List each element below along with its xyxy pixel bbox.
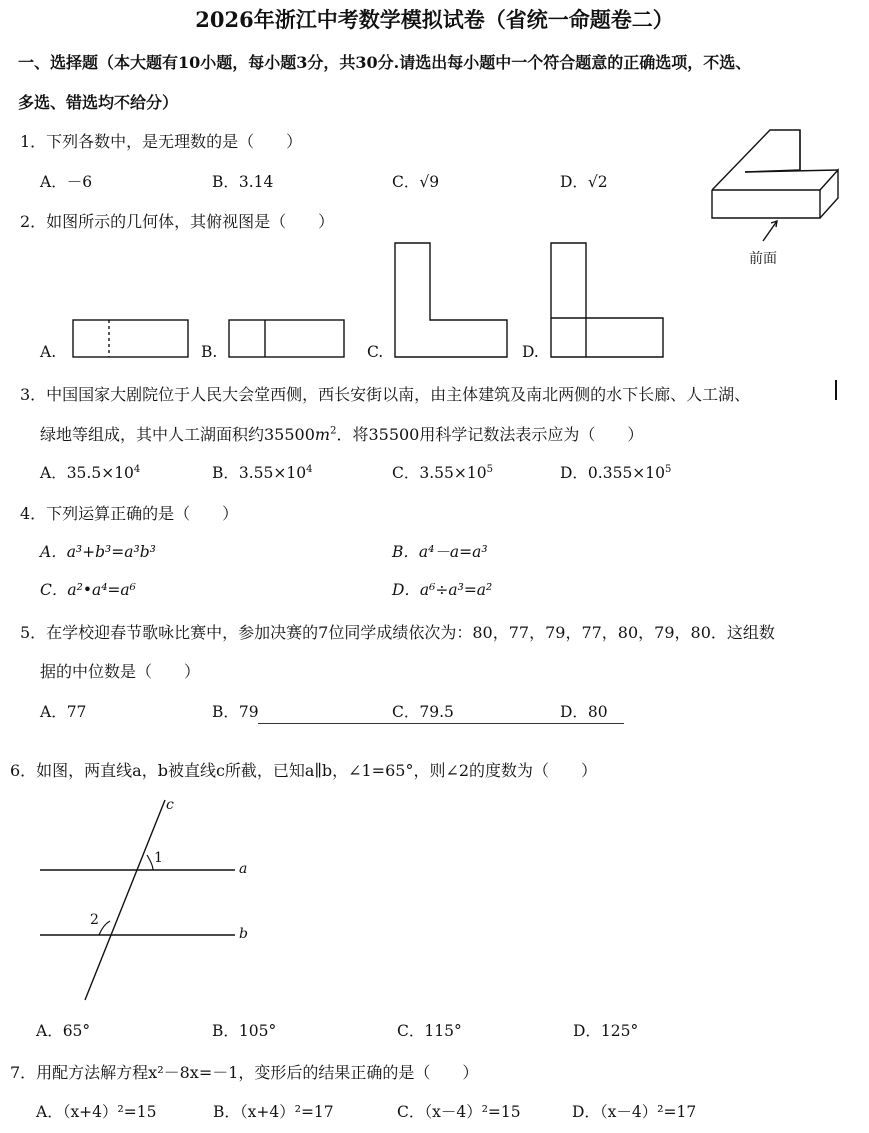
solid-inner-edge xyxy=(745,170,838,172)
angle-1-arc xyxy=(147,855,153,870)
q4-option-a[interactable]: A．a³+b³=a³b³ xyxy=(40,543,156,561)
label-angle-2: 2 xyxy=(90,912,99,928)
q1-option-b[interactable]: B．3.14 xyxy=(212,173,274,191)
q3-b-sup: 4 xyxy=(306,463,313,475)
q5-option-b[interactable]: B．79 xyxy=(212,703,259,721)
q3-c-text: C．3.55×10 xyxy=(392,464,487,482)
q3-option-b[interactable] xyxy=(212,461,313,483)
solid-side-face xyxy=(820,170,838,218)
q2-option-c-label[interactable]: C. xyxy=(367,343,384,361)
q7-option-a[interactable]: A．（x+4）²=15 xyxy=(36,1103,157,1121)
q2-arrow xyxy=(755,215,785,245)
q3-line2 xyxy=(40,422,643,445)
q3-line2-text: 绿地等组成，其中人工湖面积约35500 xyxy=(40,425,315,444)
arrow-shaft xyxy=(763,221,777,241)
q1-option-c[interactable]: C．√9 xyxy=(392,173,440,191)
q2-option-d-label[interactable]: D. xyxy=(522,343,539,361)
label-c: c xyxy=(166,797,174,813)
q6-option-d[interactable]: D．125° xyxy=(573,1022,639,1040)
front-label: 前面 xyxy=(749,251,777,267)
q1-option-a[interactable]: A．－6 xyxy=(40,173,93,191)
q2-option-b-figure[interactable] xyxy=(226,318,348,360)
q7-option-d[interactable]: D．（x－4）²=17 xyxy=(572,1103,697,1121)
q5-line2: 据的中位数是（ ） xyxy=(40,662,201,681)
q3-b-text: B．3.55×10 xyxy=(212,464,307,482)
q5-option-a[interactable]: A．77 xyxy=(40,703,87,721)
section-heading-line1: 一、选择题（本大题有10小题，每小题3分，共30分.请选出每小题中一个符合题意的正确选项，不选、 xyxy=(18,53,752,72)
option-b-rect xyxy=(229,320,344,357)
q6-parallel-lines-figure xyxy=(35,795,265,1005)
q7-option-b[interactable]: B．（x+4）²=17 xyxy=(213,1103,334,1121)
q3-c-sup: 5 xyxy=(486,463,493,475)
q2-option-a-figure[interactable] xyxy=(70,318,192,360)
angle-2-arc xyxy=(99,921,110,935)
q7-option-c[interactable]: C．（x－4）²=15 xyxy=(397,1103,521,1121)
q3-unit: m xyxy=(314,425,331,444)
q5-option-c[interactable]: C．79.5 xyxy=(392,703,454,721)
label-b: b xyxy=(239,926,248,942)
q2-option-a-label[interactable]: A. xyxy=(40,343,57,361)
option-d-l-shape xyxy=(551,243,663,357)
label-angle-1: 1 xyxy=(154,850,163,866)
q5-line1: 5．在学校迎春节歌咏比赛中，参加决赛的7位同学成绩依次为：80，77，79，77，80，79，80．这组数 xyxy=(20,623,775,642)
q7-stem: 7．用配方法解方程x²－8x=－1，变形后的结果正确的是（ ） xyxy=(10,1063,479,1082)
q2-solid-figure xyxy=(700,120,850,230)
q3-d-sup: 5 xyxy=(665,463,672,475)
q3-d-text: D．0.355×10 xyxy=(560,464,666,482)
section-heading-line2: 多选、错选均不给分） xyxy=(18,93,179,112)
solid-top-l-outline xyxy=(712,130,800,190)
q6-option-b[interactable]: B．105° xyxy=(212,1022,277,1040)
q3-option-c[interactable] xyxy=(392,461,493,483)
q4-option-d[interactable]: D．a⁶÷a³=a² xyxy=(392,581,493,599)
q6-stem: 6．如图，两直线a，b被直线c所截，已知a∥b，∠1=65°，则∠2的度数为（ ） xyxy=(10,761,598,780)
q5-option-d[interactable]: D．80 xyxy=(560,703,608,721)
text-cursor xyxy=(835,380,837,400)
q3-option-d[interactable] xyxy=(560,461,671,483)
q4-option-b[interactable]: B．a⁴－a=a³ xyxy=(392,543,488,561)
q3-line2-rest: ．将35500用科学记数法表示应为（ ） xyxy=(336,425,644,444)
q1-option-d[interactable]: D．√2 xyxy=(560,173,608,191)
q3-line1: 3．中国国家大剧院位于人民大会堂西侧，西长安街以南，由主体建筑及南北两侧的水下长廊、人工湖、 xyxy=(20,385,751,404)
q4-stem: 4．下列运算正确的是（ ） xyxy=(20,504,239,523)
line-c xyxy=(85,800,165,1000)
q6-option-c[interactable]: C．115° xyxy=(397,1022,462,1040)
q1-stem: 1．下列各数中，是无理数的是（ ） xyxy=(20,132,303,151)
solid-front-face xyxy=(712,190,820,218)
q2-stem: 2．如图所示的几何体，其俯视图是（ ） xyxy=(20,212,335,231)
label-a: a xyxy=(239,861,248,877)
q3-unit-sup: 2 xyxy=(330,425,337,437)
page-title: 2026年浙江中考数学模拟试卷（省统一命题卷二） xyxy=(195,7,674,32)
q6-option-a[interactable]: A．65° xyxy=(36,1022,91,1040)
q3-a-sup: 4 xyxy=(133,463,141,475)
q2-option-b-label[interactable]: B. xyxy=(201,343,218,361)
q2-option-c-figure[interactable] xyxy=(392,240,514,360)
option-c-l-shape xyxy=(395,243,507,357)
q3-option-a[interactable] xyxy=(40,461,140,483)
q2-option-d-figure[interactable] xyxy=(548,240,670,360)
option-a-rect xyxy=(73,320,188,357)
q3-a-text: A．35.5×10 xyxy=(40,464,134,482)
divider-line xyxy=(258,723,624,724)
q4-option-c[interactable]: C．a²•a⁴=a⁶ xyxy=(40,581,136,599)
